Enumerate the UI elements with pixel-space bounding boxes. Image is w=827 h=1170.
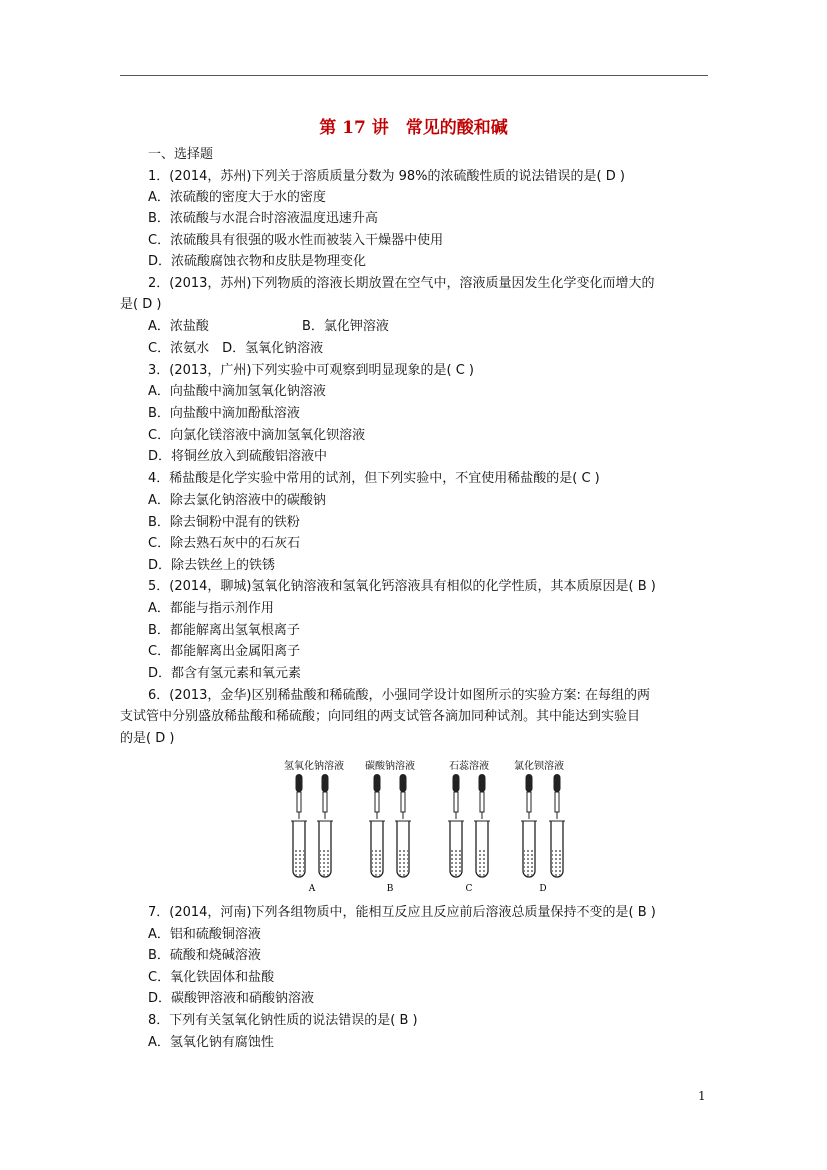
question-1-option-b: B．浓硫酸与水混合时溶液温度迅速升高 [148,211,378,226]
figure-label-na2co3: 碳酸钠溶液 [365,761,415,772]
question-5-option-d: D．都含有氢元素和氧元素 [148,666,302,681]
question-2-option-a: A．浓盐酸 [148,319,209,334]
question-7-stem: 7．(2014，河南)下列各组物质中，能相互反应且反应前后溶液总质量保持不变的是( B ) [148,905,656,920]
question-4-option-a: A．除去氯化钠溶液中的碳酸钠 [148,493,326,508]
figure-label-bacl2: 氯化钡溶液 [514,761,564,772]
section-heading: 一、选择题 [148,147,214,162]
question-7-option-d: D．碳酸钾溶液和硝酸钠溶液 [148,991,315,1006]
tube-6 [474,774,490,877]
tube-3 [369,774,385,877]
question-3-option-b: B．向盐酸中滴加酚酞溶液 [148,406,300,421]
question-4-stem: 4．稀盐酸是化学实验中常用的试剂，但下列实验中，不宜使用稀盐酸的是( C ) [148,471,600,486]
question-8-option-a: A．氢氧化钠有腐蚀性 [148,1035,274,1050]
question-8-stem: 8．下列有关氢氧化钠性质的说法错误的是( B ) [148,1013,418,1028]
question-4-option-c: C．除去熟石灰中的石灰石 [148,536,301,551]
question-7-option-a: A．铝和硫酸铜溶液 [148,927,261,942]
question-6-stem-end: 的是( D ) [120,731,175,746]
question-3-option-c: C．向氯化镁溶液中滴加氢氧化钡溶液 [148,428,366,443]
question-1-option-a: A．浓硫酸的密度大于水的密度 [148,190,326,205]
figure-group-b: B [386,884,394,894]
question-5-option-c: C．都能解离出金属阳离子 [148,644,301,659]
question-2-option-b: B．氯化钾溶液 [302,319,389,334]
tube-1 [291,774,307,877]
question-7-option-c: C．氧化铁固体和盐酸 [148,970,275,985]
question-5-option-b: B．都能解离出氢氧根离子 [148,623,300,638]
question-5-option-a: A．都能与指示剂作用 [148,601,274,616]
question-2-option-cd: C．浓氨水 D．氢氧化钠溶液 [148,341,324,356]
question-3-stem: 3．(2013，广州)下列实验中可观察到明显现象的是( C ) [148,363,474,378]
question-1-stem: 1．(2014，苏州)下列关于溶质质量分数为 98%的浓硫酸性质的说法错误的是( D ) [148,169,625,184]
tube-7 [521,774,537,877]
tube-5 [448,774,464,877]
question-1-option-d: D．浓硫酸腐蚀衣物和皮肤是物理变化 [148,254,367,269]
question-6-stem: 6．(2013，金华)区别稀盐酸和稀硫酸，小强同学设计如图所示的实验方案: 在每组的两 [148,688,651,703]
page-number: 1 [698,1089,706,1103]
figure-label-naoh: 氢氧化钠溶液 [284,761,344,772]
question-4-option-b: B．除去铜粉中混有的铁粉 [148,515,300,530]
figure-group-a: A [308,884,316,894]
tube-2 [317,774,333,877]
question-2-stem: 2．(2013，苏州)下列物质的溶液长期放置在空气中，溶液质量因发生化学变化而增大的 [148,276,655,291]
header-rule [120,75,708,76]
question-6-stem-cont: 支试管中分别盛放稀盐酸和稀硫酸；向同组的两支试管各滴加同种试剂。其中能达到实验目 [120,709,641,724]
question-4-option-d: D．除去铁丝上的铁锈 [148,558,276,573]
figure-group-c: C [465,884,473,894]
question-1-option-c: C．浓硫酸具有很强的吸水性而被装入干燥器中使用 [148,233,444,248]
question-7-option-b: B．硫酸和烧碱溶液 [148,948,261,963]
question-2-stem-cont: 是( D ) [120,297,162,312]
question-5-stem: 5．(2014，聊城)氢氧化钠溶液和氢氧化钙溶液具有相似的化学性质，其本质原因是( B ) [148,579,656,594]
tube-groups [291,774,565,877]
question-3-option-a: A．向盐酸中滴加氢氧化钠溶液 [148,384,326,399]
page-title: 第 17 讲 常见的酸和碱 [319,118,508,138]
tube-8 [549,774,565,877]
question-3-option-d: D．将铜丝放入到硫酸铝溶液中 [148,449,328,464]
test-tube-figure [278,757,574,897]
figure-label-litmus: 石蕊溶液 [449,761,489,772]
figure-group-d: D [539,884,547,894]
tube-4 [395,774,411,877]
